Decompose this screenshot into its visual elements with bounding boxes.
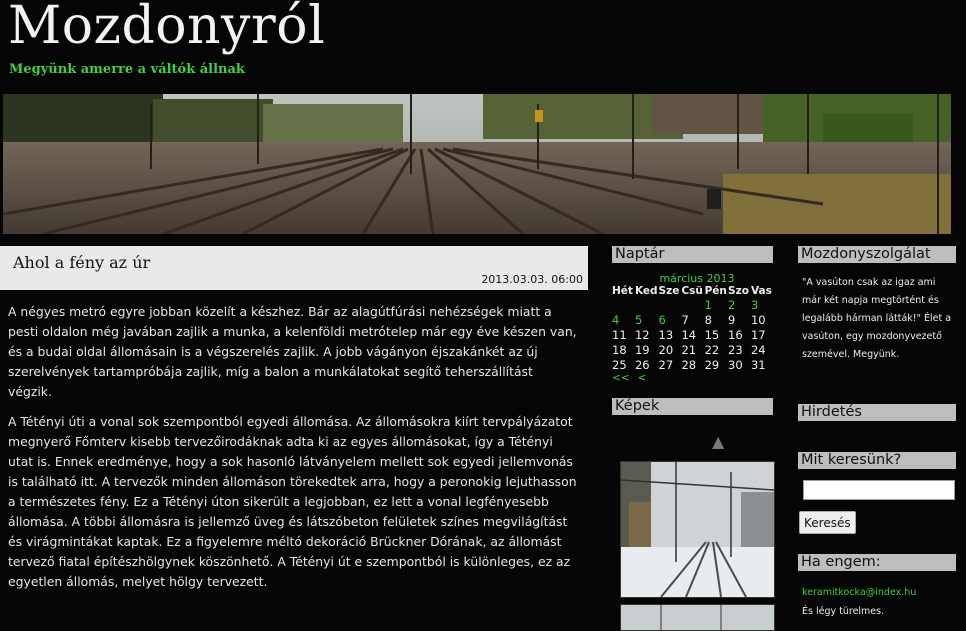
post-body xyxy=(0,290,588,592)
gallery-photo[interactable] xyxy=(620,461,775,598)
post-header xyxy=(0,246,588,290)
calendar-day[interactable]: 4 xyxy=(612,312,620,327)
calendar-month: március 2013 xyxy=(659,272,735,285)
images-widget-title: Képek xyxy=(612,398,773,415)
calendar-day: 13 xyxy=(658,327,674,342)
service-widget-title: Mozdonyszolgálat xyxy=(798,246,956,263)
calendar-widget-title: Naptár xyxy=(612,246,773,263)
calendar-day[interactable]: 3 xyxy=(750,297,759,312)
calendar-week xyxy=(612,342,774,357)
calendar-day: 23 xyxy=(728,342,743,357)
scroll-up-icon[interactable]: ▲ xyxy=(712,432,725,451)
calendar-week xyxy=(612,297,774,312)
contact-email-link[interactable]: keramitkocka@index.hu xyxy=(802,587,917,598)
blog-post xyxy=(0,246,588,602)
calendar-weekday: Sze xyxy=(658,285,680,297)
calendar-day: 28 xyxy=(681,357,697,372)
calendar-weekday: Csü xyxy=(681,285,703,297)
post-paragraph: A négyes metró egyre jobban közelít a készhez. Bár az alagútfúrási nehézségek miatt a pesti oldalon még javában zajlik a munka, a kelenföldi metrótelep már egy éve készen van, és a budai oldal állomásain is a végszerelés zajlik. A jobb vágányon éjszakánkét az új szerelvények tartampróbája zajlik, míg a balon a munkálatokat segítő teherszállítást végzik. xyxy=(8,304,577,399)
service-description: "A vasúton csak az igaz ami már két napja megtörtént és legalább hárman látták!" Élet a vasúton, egy mozdonyvezető szemével. Megyünk. xyxy=(802,277,952,360)
calendar-week xyxy=(612,357,774,372)
calendar-day: 25 xyxy=(612,357,627,372)
calendar-day: 31 xyxy=(750,357,766,372)
search-widget-title: Mit keresünk? xyxy=(798,452,956,469)
calendar-day[interactable]: 1 xyxy=(704,297,712,312)
calendar-day: 22 xyxy=(704,342,720,357)
calendar-day: 24 xyxy=(750,342,766,357)
ad-widget-title: Hirdetés xyxy=(798,404,956,421)
contact-widget-title: Ha engem: xyxy=(798,554,956,571)
calendar-day[interactable]: 5 xyxy=(634,312,643,327)
calendar-day[interactable]: 2 xyxy=(728,297,736,312)
contact-note: És légy türelmes. xyxy=(802,606,885,617)
calendar-day: 10 xyxy=(750,312,766,327)
post-date: 2013.03.03. 06:00 xyxy=(481,273,583,286)
calendar-weekday: Vas xyxy=(750,285,772,297)
calendar-day xyxy=(659,297,682,312)
calendar-weekday: Szo xyxy=(728,285,749,297)
calendar-day: 20 xyxy=(658,342,674,357)
calendar-weekday: Hét xyxy=(612,285,633,297)
calendar-weekday: Pén xyxy=(704,285,727,297)
calendar-day: 16 xyxy=(728,327,743,342)
header-banner-image xyxy=(3,94,951,234)
calendar-day: 30 xyxy=(728,357,743,372)
post-title[interactable]: Ahol a fény az úr xyxy=(13,253,151,272)
calendar-prev-link[interactable]: < xyxy=(637,372,647,384)
calendar-nav xyxy=(612,372,774,384)
calendar-widget xyxy=(612,272,774,384)
calendar-table xyxy=(612,285,774,372)
calendar-day xyxy=(612,297,635,312)
calendar-day: 9 xyxy=(728,312,736,327)
calendar-day: 7 xyxy=(681,312,689,327)
calendar-day: 15 xyxy=(704,327,720,342)
calendar-day: 26 xyxy=(634,357,650,372)
search-button[interactable]: Keresés xyxy=(799,511,856,534)
calendar-weekday: Ked xyxy=(634,285,658,297)
calendar-week xyxy=(612,312,774,327)
calendar-day: 17 xyxy=(750,327,766,342)
calendar-day: 14 xyxy=(681,327,697,342)
site-title[interactable]: Mozdonyról xyxy=(8,0,326,56)
search-input[interactable] xyxy=(803,480,955,500)
calendar-day xyxy=(681,297,704,312)
calendar-day: 8 xyxy=(704,312,712,327)
post-paragraph: A Tétényi úti a vonal sok szempontból egyedi állomása. Az állomásokra kiírt tervpályázatot megnyerő Főmterv kisebb tervezőirodáknak adta ki az egyes állomásokat, így a Tétényi utat is. Ennek eredménye, hogy a sok hasonló látványelem mellett sok egyedi jellemvonás is található itt. A tervezők minden állomáson törekedtek arra, hogy a peronokig lejuthasson a természetes fény. Ez a Tétényi úton sikerült a legjobban, ez lett a vonal legfényesebb állomása. A többi állomásra is jellemző üveg és látszóbeton felületek színes megvilágítást és virágmintákat kaptak. Ez a figyelemre méltó dekoráció Brückner Dórának, az állomást tervező fiatal építészhölgynek köszönhető. A Tétényi út e szempontból is különleges, ez az egyetlen állomás, melyet hölgy tervezett. xyxy=(8,414,577,589)
calendar-day: 21 xyxy=(681,342,697,357)
gallery-photo[interactable] xyxy=(620,604,775,631)
calendar-prev-year-link[interactable]: << xyxy=(612,372,630,384)
calendar-day: 11 xyxy=(612,327,627,342)
calendar-day[interactable]: 6 xyxy=(658,312,666,327)
calendar-day: 19 xyxy=(634,342,650,357)
calendar-day: 12 xyxy=(634,327,650,342)
calendar-day: 18 xyxy=(612,342,627,357)
calendar-day xyxy=(635,297,659,312)
calendar-day: 29 xyxy=(704,357,720,372)
calendar-day: 27 xyxy=(658,357,674,372)
site-tagline: Megyünk amerre a váltók állnak xyxy=(9,62,245,77)
calendar-week xyxy=(612,327,774,342)
